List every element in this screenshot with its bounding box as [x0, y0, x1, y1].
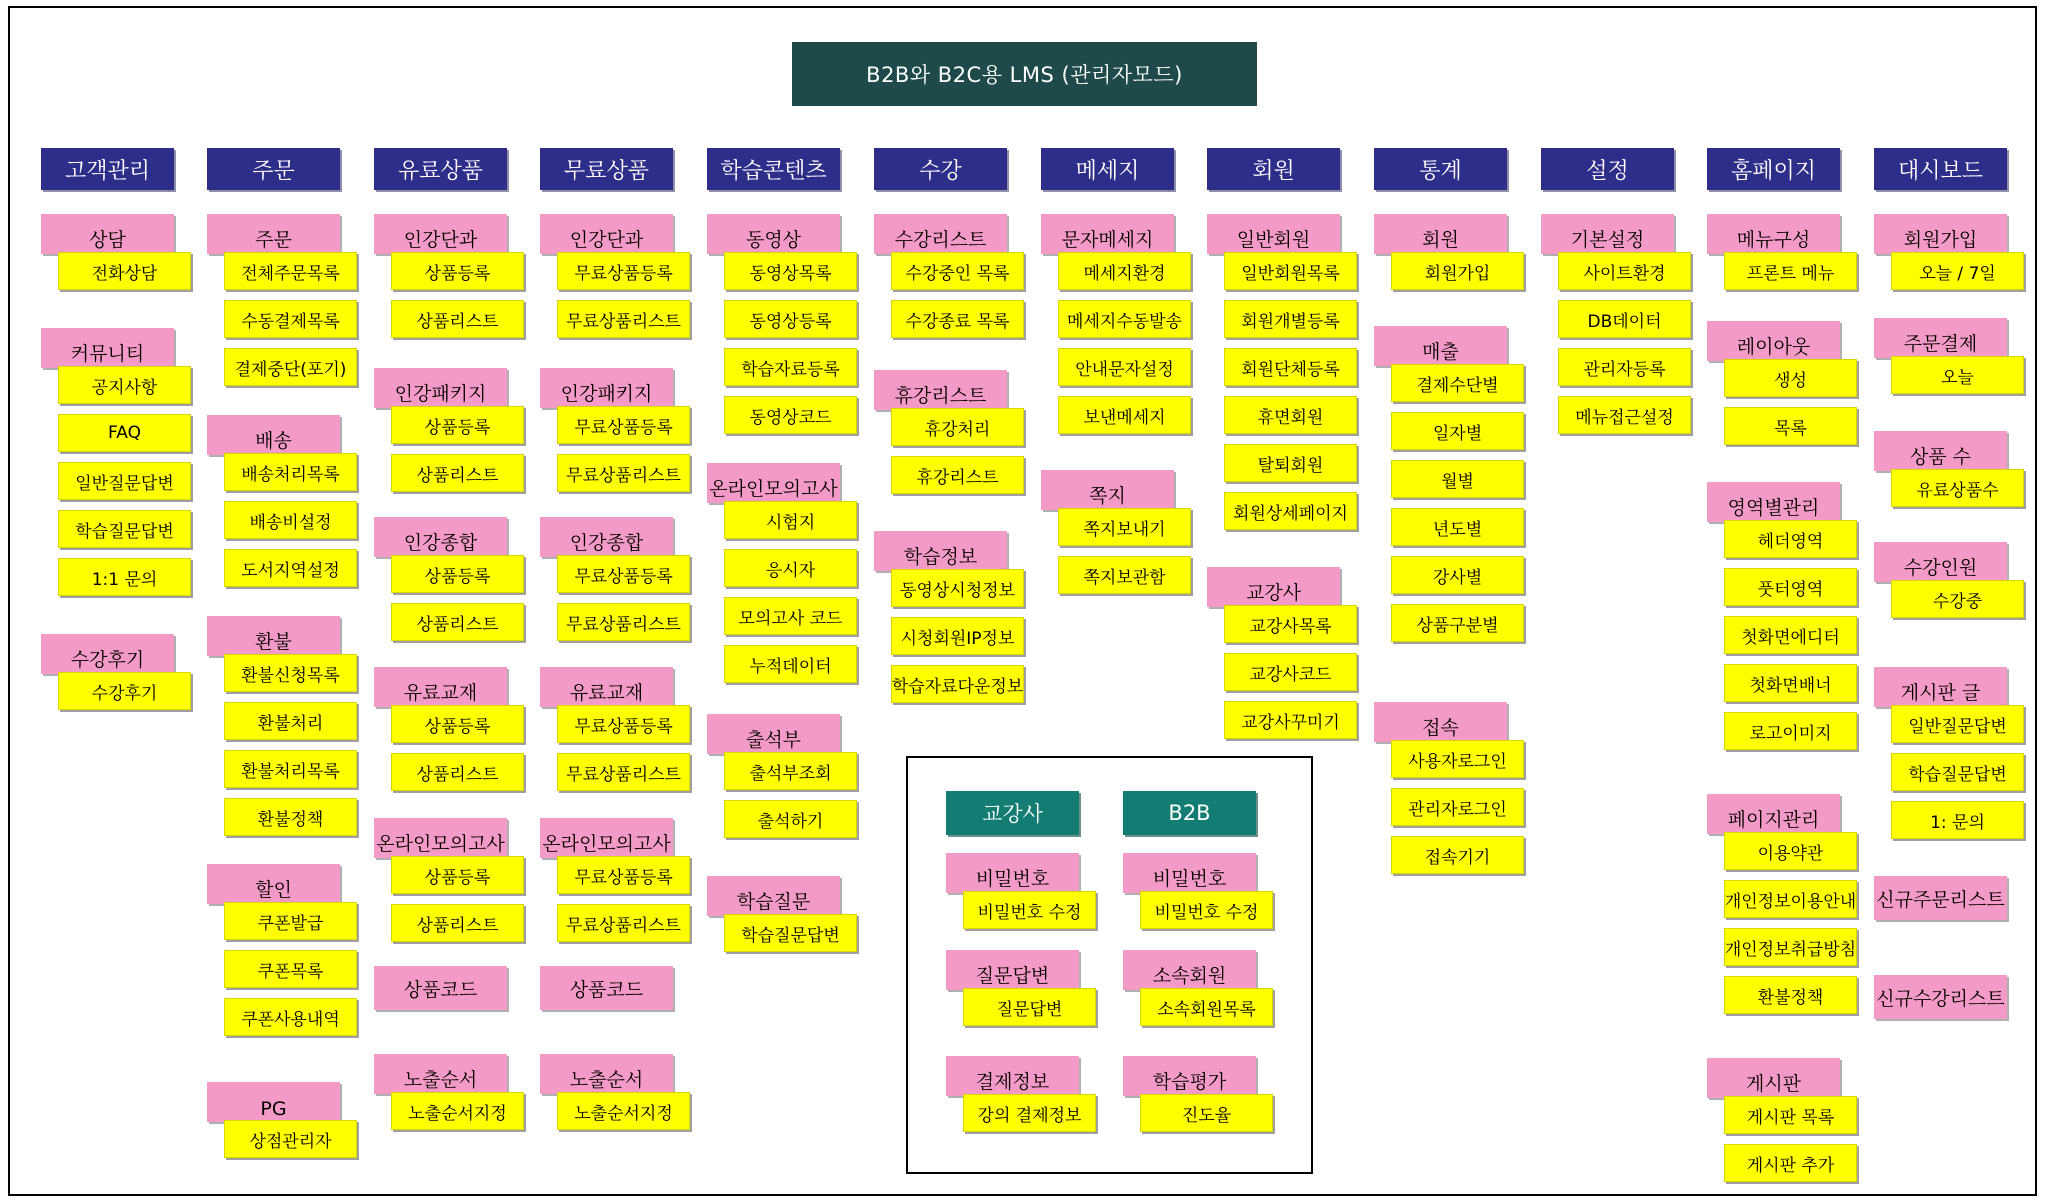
menu-item: 로고이미지 — [1724, 712, 1857, 750]
menu-item: 동영상시청정보 — [891, 569, 1024, 607]
menu-item: 게시판 목록 — [1724, 1096, 1857, 1134]
menu-item: 1: 문의 — [1891, 801, 2024, 839]
menu-item: 상품등록 — [391, 252, 524, 290]
group-label: 온라인모의고사 — [707, 463, 840, 503]
menu-item: 수강종료 목록 — [891, 300, 1024, 338]
menu-item: 안내문자설정 — [1058, 348, 1191, 386]
group-label: 기본설정 — [1541, 214, 1674, 254]
group-label: 수강인원 — [1874, 542, 2007, 582]
menu-item: 노출순서지정 — [391, 1092, 524, 1130]
group-label: 상품 수 — [1874, 431, 2007, 471]
menu-item: 회원상세페이지 — [1224, 492, 1357, 530]
group-label: 레이아웃 — [1707, 321, 1840, 361]
group-label: 수강후기 — [41, 634, 174, 674]
menu-item: 일반회원목록 — [1224, 252, 1357, 290]
menu-item: 월별 — [1391, 460, 1524, 498]
menu-item: 상품리스트 — [391, 454, 524, 492]
menu-item: 무료상품리스트 — [557, 300, 690, 338]
group-label: 동영상 — [707, 214, 840, 254]
group-label: 상품코드 — [374, 966, 507, 1010]
menu-item: 상품등록 — [391, 705, 524, 743]
menu-item: 상점관리자 — [224, 1120, 357, 1158]
menu-item: 도서지역설정 — [224, 549, 357, 587]
group-label: 비밀번호 — [946, 853, 1079, 893]
menu-item: 학습자료다운정보 — [891, 665, 1024, 703]
menu-item: 개인정보취급방침 — [1724, 928, 1857, 966]
menu-item: 휴강처리 — [891, 408, 1024, 446]
menu-item: 회원단체등록 — [1224, 348, 1357, 386]
menu-item: 상품구분별 — [1391, 604, 1524, 642]
group-label: 일반회원 — [1207, 214, 1340, 254]
menu-item: 상품리스트 — [391, 904, 524, 942]
menu-item: 유료상품수 — [1891, 469, 2024, 507]
menu-item: 시험지 — [724, 501, 857, 539]
group-label: 노출순서 — [540, 1054, 673, 1094]
menu-item: 수강중 — [1891, 580, 2024, 618]
menu-item: 사이트환경 — [1558, 252, 1691, 290]
menu-item: 보낸메세지 — [1058, 396, 1191, 434]
menu-item: 공지사항 — [58, 366, 191, 404]
menu-item: 진도율 — [1140, 1094, 1273, 1132]
menu-item: 상품등록 — [391, 856, 524, 894]
group-label: 상담 — [41, 214, 174, 254]
group-label: 환불 — [207, 616, 340, 656]
role-header: 교강사 — [946, 791, 1079, 835]
menu-item: 쿠폰발급 — [224, 902, 357, 940]
menu-item: 오늘 — [1891, 356, 2024, 394]
menu-item: 응시자 — [724, 549, 857, 587]
group-label: 배송 — [207, 415, 340, 455]
menu-item: 교강사꾸미기 — [1224, 701, 1357, 739]
group-label: 질문답변 — [946, 950, 1079, 990]
menu-item: 일자별 — [1391, 412, 1524, 450]
category-header: 무료상품 — [540, 148, 673, 190]
menu-item: 질문답변 — [963, 988, 1096, 1026]
category-header: 메세지 — [1041, 148, 1174, 190]
menu-item: 무료상품등록 — [557, 555, 690, 593]
menu-item: 전체주문목록 — [224, 252, 357, 290]
menu-item: 무료상품등록 — [557, 252, 690, 290]
menu-item: 환불처리목록 — [224, 750, 357, 788]
menu-item: 출석하기 — [724, 800, 857, 838]
menu-item: 휴강리스트 — [891, 456, 1024, 494]
menu-item: 메세지환경 — [1058, 252, 1191, 290]
category-header: 대시보드 — [1874, 148, 2007, 190]
menu-item: 환불처리 — [224, 702, 357, 740]
group-label: 페이지관리 — [1707, 794, 1840, 834]
menu-item: 년도별 — [1391, 508, 1524, 546]
menu-item: 오늘 / 7일 — [1891, 252, 2024, 290]
group-label: 온라인모의고사 — [374, 818, 507, 858]
group-label: 문자메세지 — [1041, 214, 1174, 254]
group-label: 게시판 글 — [1874, 667, 2007, 707]
menu-item: 풋터영역 — [1724, 568, 1857, 606]
menu-item: 휴면회원 — [1224, 396, 1357, 434]
menu-item: 학습자료등록 — [724, 348, 857, 386]
menu-item: 회원개별등록 — [1224, 300, 1357, 338]
menu-item: 무료상품리스트 — [557, 904, 690, 942]
menu-item: 개인정보이용안내 — [1724, 880, 1857, 918]
menu-item: 배송처리목록 — [224, 453, 357, 491]
menu-item: 이용약관 — [1724, 832, 1857, 870]
menu-item: 무료상품등록 — [557, 406, 690, 444]
category-header: 설정 — [1541, 148, 1674, 190]
menu-item: 소속회원목록 — [1140, 988, 1273, 1026]
menu-item: 환불신청목록 — [224, 654, 357, 692]
category-header: 유료상품 — [374, 148, 507, 190]
group-label: 인강단과 — [540, 214, 673, 254]
menu-item: 상품리스트 — [391, 753, 524, 791]
menu-item: 동영상코드 — [724, 396, 857, 434]
menu-item: 환불정책 — [1724, 976, 1857, 1014]
group-label: 영역별관리 — [1707, 482, 1840, 522]
menu-item: 시청회원IP정보 — [891, 617, 1024, 655]
menu-item: 무료상품등록 — [557, 856, 690, 894]
group-label: 비밀번호 — [1123, 853, 1256, 893]
menu-item: 학습질문답변 — [724, 914, 857, 952]
menu-item: 비밀번호 수정 — [963, 891, 1096, 929]
group-label: 인강단과 — [374, 214, 507, 254]
diagram-title: B2B와 B2C용 LMS (관리자모드) — [792, 42, 1257, 106]
group-label: 쪽지 — [1041, 470, 1174, 510]
menu-item: 무료상품리스트 — [557, 454, 690, 492]
menu-item: 강사별 — [1391, 556, 1524, 594]
menu-item: 일반질문답변 — [58, 462, 191, 500]
group-label: 메뉴구성 — [1707, 214, 1840, 254]
menu-item: 접속기기 — [1391, 836, 1524, 874]
menu-item: 교강사목록 — [1224, 605, 1357, 643]
menu-item: 관리자로그인 — [1391, 788, 1524, 826]
group-label: 수강리스트 — [874, 214, 1007, 254]
group-label: 학습정보 — [874, 531, 1007, 571]
group-label: 매출 — [1374, 326, 1507, 366]
menu-item: 누적데이터 — [724, 645, 857, 683]
menu-item: 무료상품리스트 — [557, 753, 690, 791]
group-label: 인강패키지 — [374, 368, 507, 408]
menu-item: 수동결제목록 — [224, 300, 357, 338]
menu-item: 쪽지보내기 — [1058, 508, 1191, 546]
group-label: 학습질문 — [707, 876, 840, 916]
group-label: 신규수강리스트 — [1874, 975, 2007, 1019]
menu-item: 전화상담 — [58, 252, 191, 290]
menu-item: 교강사코드 — [1224, 653, 1357, 691]
menu-item: 출석부조회 — [724, 752, 857, 790]
menu-item: 생성 — [1724, 359, 1857, 397]
role-header: B2B — [1123, 791, 1256, 835]
group-label: 유료교재 — [374, 667, 507, 707]
menu-item: 쿠폰사용내역 — [224, 998, 357, 1036]
menu-item: 쿠폰목록 — [224, 950, 357, 988]
group-label: 할인 — [207, 864, 340, 904]
group-label: 학습평가 — [1123, 1056, 1256, 1096]
group-label: 휴강리스트 — [874, 370, 1007, 410]
group-label: 신규주문리스트 — [1874, 876, 2007, 920]
group-label: 상품코드 — [540, 966, 673, 1010]
menu-item: 노출순서지정 — [557, 1092, 690, 1130]
group-label: 결제정보 — [946, 1056, 1079, 1096]
menu-item: 메뉴접근설정 — [1558, 396, 1691, 434]
menu-item: 모의고사 코드 — [724, 597, 857, 635]
menu-item: 수강중인 목록 — [891, 252, 1024, 290]
group-label: 유료교재 — [540, 667, 673, 707]
menu-item: 프론트 메뉴 — [1724, 252, 1857, 290]
category-header: 홈페이지 — [1707, 148, 1840, 190]
menu-item: 강의 결제정보 — [963, 1094, 1096, 1132]
menu-item: 비밀번호 수정 — [1140, 891, 1273, 929]
category-header: 회원 — [1207, 148, 1340, 190]
group-label: 온라인모의고사 — [540, 818, 673, 858]
menu-item: 동영상목록 — [724, 252, 857, 290]
menu-item: 학습질문답변 — [1891, 753, 2024, 791]
menu-item: 게시판 추가 — [1724, 1144, 1857, 1182]
menu-item: 수강후기 — [58, 672, 191, 710]
menu-item: 동영상등록 — [724, 300, 857, 338]
group-label: 인강종합 — [540, 517, 673, 557]
menu-item: 첫화면에디터 — [1724, 616, 1857, 654]
menu-item: 배송비설정 — [224, 501, 357, 539]
group-label: 커뮤니티 — [41, 328, 174, 368]
menu-item: 상품리스트 — [391, 603, 524, 641]
group-label: 접속 — [1374, 702, 1507, 742]
category-header: 학습콘텐츠 — [707, 148, 840, 190]
menu-item: 학습질문답변 — [58, 510, 191, 548]
menu-item: DB데이터 — [1558, 300, 1691, 338]
group-label: PG — [207, 1082, 340, 1122]
group-label: 인강종합 — [374, 517, 507, 557]
menu-item: 관리자등록 — [1558, 348, 1691, 386]
menu-item: 회원가입 — [1391, 252, 1524, 290]
menu-item: 목록 — [1724, 407, 1857, 445]
menu-item: 탈퇴회원 — [1224, 444, 1357, 482]
group-label: 주문 — [207, 214, 340, 254]
group-label: 주문결제 — [1874, 318, 2007, 358]
group-label: 노출순서 — [374, 1054, 507, 1094]
category-header: 수강 — [874, 148, 1007, 190]
group-label: 게시판 — [1707, 1058, 1840, 1098]
menu-item: 상품등록 — [391, 555, 524, 593]
menu-item: 무료상품리스트 — [557, 603, 690, 641]
category-header: 통계 — [1374, 148, 1507, 190]
category-header: 주문 — [207, 148, 340, 190]
menu-item: 결제수단별 — [1391, 364, 1524, 402]
group-label: 회원가입 — [1874, 214, 2007, 254]
menu-item: 상품등록 — [391, 406, 524, 444]
group-label: 회원 — [1374, 214, 1507, 254]
menu-item: 메세지수동발송 — [1058, 300, 1191, 338]
menu-item: 사용자로그인 — [1391, 740, 1524, 778]
menu-item: 첫화면배너 — [1724, 664, 1857, 702]
category-header: 고객관리 — [41, 148, 174, 190]
menu-item: 무료상품등록 — [557, 705, 690, 743]
menu-item: 상품리스트 — [391, 300, 524, 338]
menu-item: 1:1 문의 — [58, 558, 191, 596]
group-label: 출석부 — [707, 714, 840, 754]
menu-item: 결제중단(포기) — [224, 348, 357, 386]
group-label: 소속회원 — [1123, 950, 1256, 990]
group-label: 인강패키지 — [540, 368, 673, 408]
menu-item: 쪽지보관함 — [1058, 556, 1191, 594]
menu-item: FAQ — [58, 414, 191, 452]
menu-item: 헤더영역 — [1724, 520, 1857, 558]
menu-item: 환불정책 — [224, 798, 357, 836]
menu-item: 일반질문답변 — [1891, 705, 2024, 743]
group-label: 교강사 — [1207, 567, 1340, 607]
